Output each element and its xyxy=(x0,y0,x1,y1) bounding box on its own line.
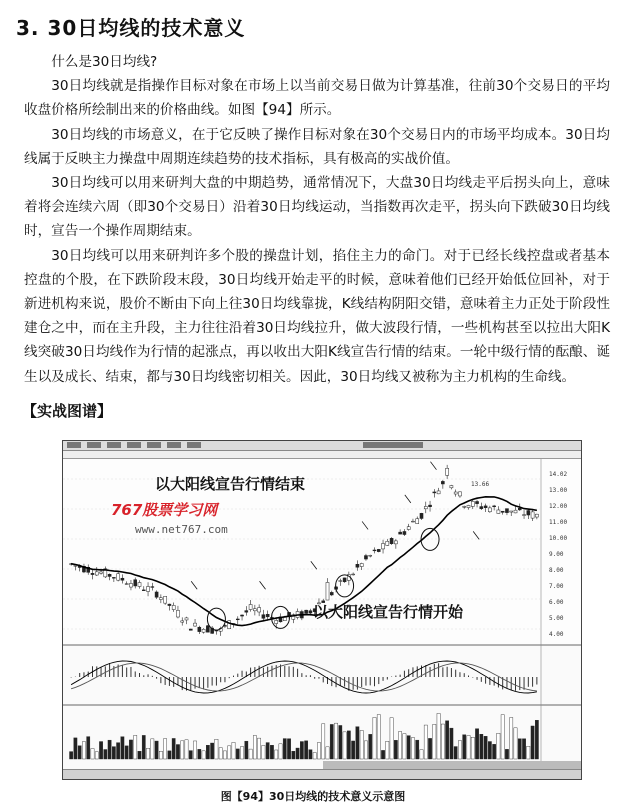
price-axis-label: 8.00 xyxy=(549,567,564,574)
price-axis-label: 6.00 xyxy=(549,599,564,606)
paragraph: 什么是30日均线? xyxy=(51,54,158,70)
menu-item xyxy=(147,442,161,448)
menu-item xyxy=(107,442,121,448)
watermark-title: 767股票学习网 xyxy=(111,501,218,519)
menu-item xyxy=(187,442,201,448)
watermark-url: www.net767.com xyxy=(135,523,228,536)
paragraph: 30日均线可以用来研判大盘的中期趋势，通常情况下，大盘30日均线走平后拐头向上，意味着将会连续六周（即30个交易日）沿着30日均线运动，当指数再次走平，拐头向下跌破30日均线时，宣告一个操作周期结束。 xyxy=(24,175,610,240)
page-heading xyxy=(16,12,245,41)
price-axis-label: 14.02 xyxy=(549,471,568,478)
price-axis-label: 7.00 xyxy=(549,583,564,590)
price-axis-label: 5.00 xyxy=(549,615,564,622)
annotation-start: 以大阳线宣告行情开始 xyxy=(313,603,464,621)
heading-title: 30日均线的技术意义 xyxy=(47,16,246,40)
paragraph: 30日均线就是指操作目标对象在市场上以当前交易日做为计算基准，往前30个交易日的平均收盘价格所绘制出来的价格曲线。如图【94】所示。 xyxy=(24,78,610,119)
software-statusbar xyxy=(63,769,581,779)
section-label: 【实战图谱】 xyxy=(22,402,113,420)
body-text xyxy=(24,50,610,389)
software-menubar xyxy=(63,441,581,451)
paragraph: 30日均线可以用来研判许多个股的操盘计划，掐住主力的命门。对于已经长线控盘或者基本控盘的个股，在下跌阶段末段，30日均线开始走平的时候，意味着他们已经开始低位回补，对于新进机构来说，股价不断由下向上往30日均线靠拢，K线结构阴阳交错，意味着主力正处于阶段性建仓之中，而在主升段，主力往往沿着30日均线拉升，做大波段行情，一些机构甚至以拉出大阳K线突破30日均线作为行情的起涨点，再以收出大阳K线宣告行情的结束。一轮中级行情的酝酿、诞生以及成长、结束，都与30日均线密切相关。因此，30日均线又被称为主力机构的生命线。 xyxy=(24,247,610,385)
chart-infobar xyxy=(63,451,581,459)
menu-item xyxy=(67,442,81,448)
menu-item xyxy=(167,442,181,448)
price-axis-label: 13.00 xyxy=(549,487,568,494)
price-axis-label: 12.00 xyxy=(549,503,568,510)
macd-panel xyxy=(71,661,537,693)
figure-caption: 图【94】30日均线的技术意义示意图 xyxy=(220,790,406,803)
chart-figure xyxy=(62,440,582,780)
volume-panel xyxy=(70,713,539,759)
heading-number: 3. xyxy=(16,16,40,40)
peak-label: 13.66 xyxy=(471,481,490,488)
price-axis-label: 11.00 xyxy=(549,519,568,526)
paragraph: 30日均线的市场意义，在于它反映了操作目标对象在30个交易日内的市场平均成本。30日均线属于反映主力操盘中周期连续趋势的技术指标，具有极高的实战价值。 xyxy=(24,126,610,167)
price-axis-label: 10.00 xyxy=(549,535,568,542)
menu-item xyxy=(127,442,141,448)
price-axis-label: 4.00 xyxy=(549,631,564,638)
annotation-end: 以大阳线宣告行情结束 xyxy=(155,475,306,493)
menu-item xyxy=(87,442,101,448)
software-title xyxy=(363,442,423,448)
software-tabs xyxy=(323,761,582,769)
price-axis-label: 9.00 xyxy=(549,551,564,558)
